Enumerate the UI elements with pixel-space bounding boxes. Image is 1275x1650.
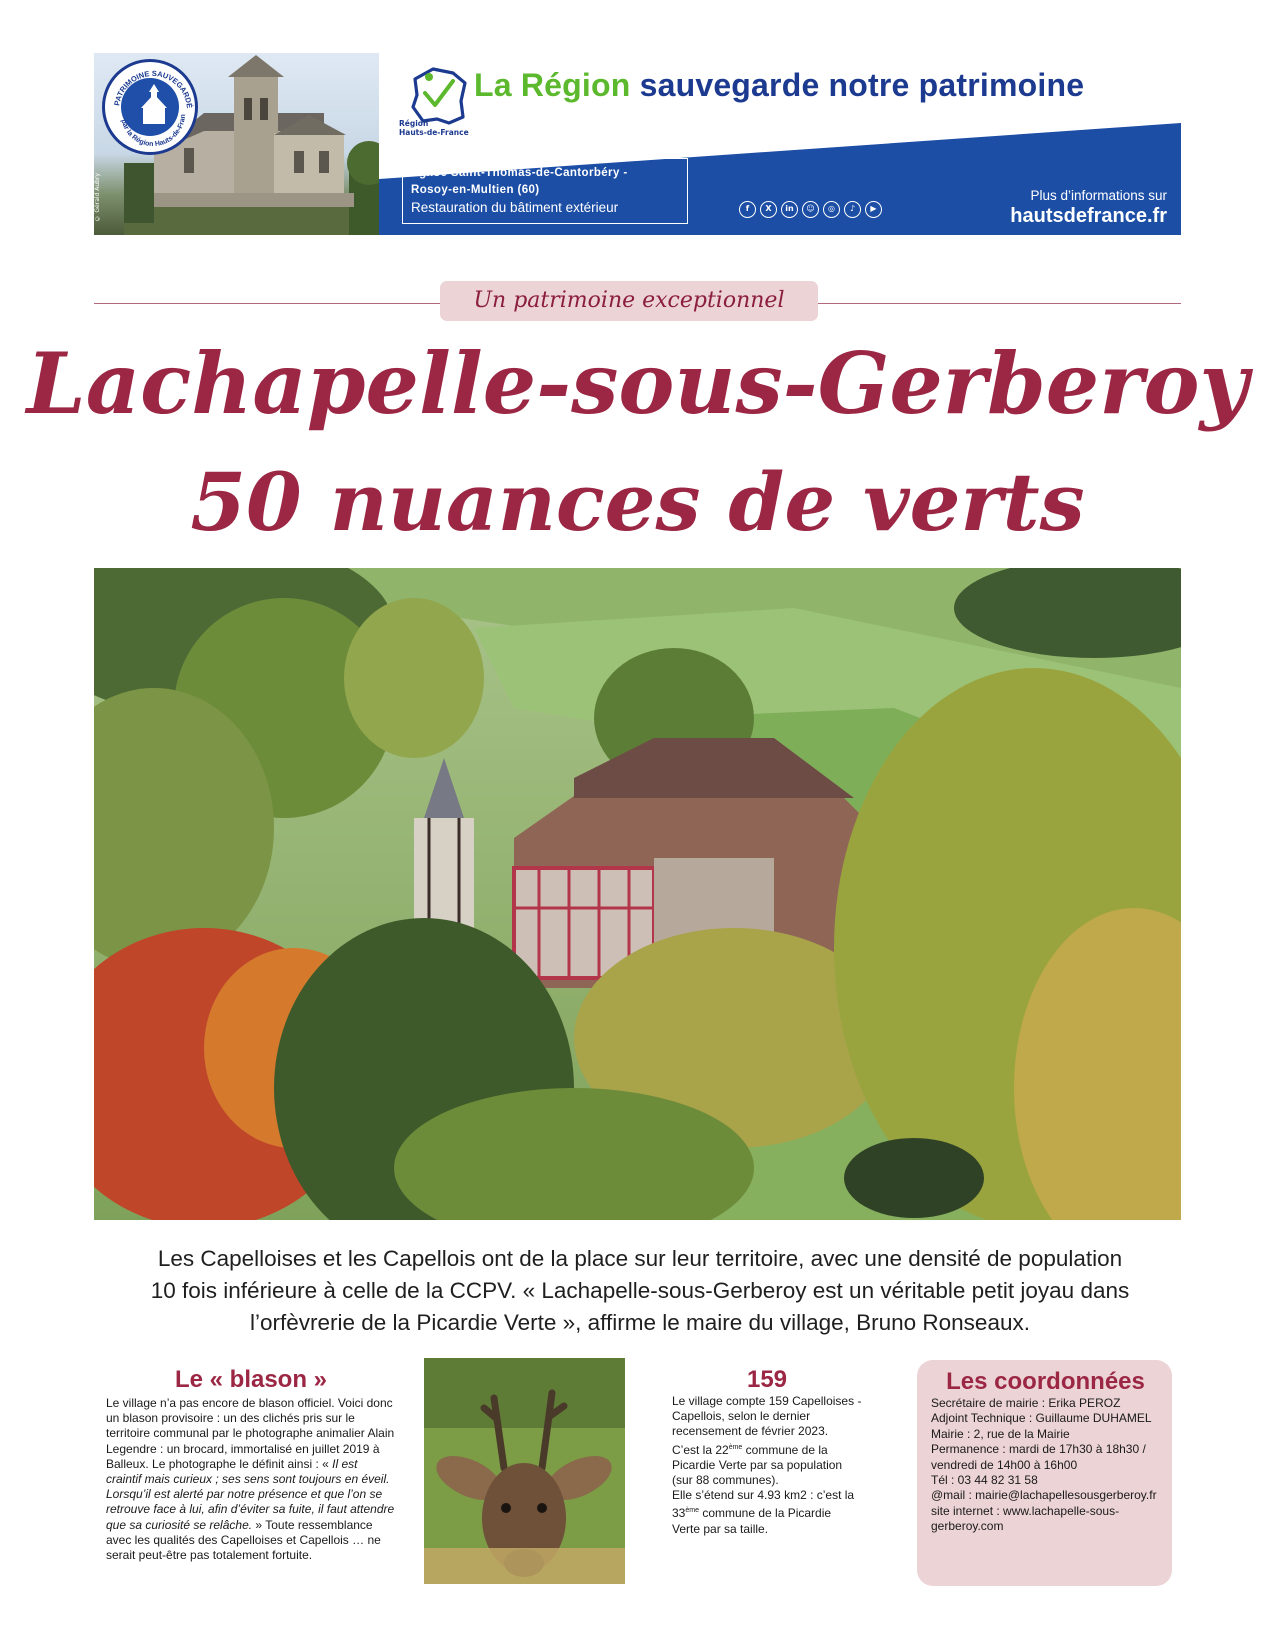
contact-email[interactable]: @mail : mairie@lachapellesousgerberoy.fr xyxy=(931,1488,1157,1503)
population-number: 159 xyxy=(746,1366,788,1393)
svg-text:PATRIMOINE SAUVEGARDÉ: PATRIMOINE SAUVEGARDÉ xyxy=(112,68,195,109)
svg-text:par la Région Hauts-de-France: par la Région Hauts-de-Fran xyxy=(119,113,188,149)
heritage-seal-logo xyxy=(102,59,198,155)
population-text: Le village compte 159 Capelloises - Capellois, selon le dernier recensement de février 2023. C’est la 22ème commune de la Picardie Verte par sa population (sur 88 communes). Elle s’étend sur 4.93 km2 : c’est la 33ème commune de la Picardie Verte par sa taille. xyxy=(672,1394,862,1536)
snapchat-icon[interactable]: ☺ xyxy=(802,201,819,218)
site-name-line-1: Église Saint-Thomas-de-Cantorbéry - xyxy=(411,167,628,179)
page-title xyxy=(0,325,1275,561)
contact-website[interactable]: site internet : www.lachapelle-sous-gerberoy.com xyxy=(931,1503,1120,1534)
population-section xyxy=(672,1366,862,1537)
more-info xyxy=(1010,188,1167,228)
intro-paragraph: Les Capelloises et les Capellois ont de la place sur leur territoire, avec une densité de population 10 fois inférieure à celle de la CCPV. « Lachapelle-sous-Gerberoy est un véritable petit joyau dans l’orfèvrerie de la Picardie Verte », affirme le maire du village, Bruno Ronseaux. xyxy=(150,1246,1130,1335)
site-project: Restauration du bâtiment extérieur xyxy=(411,200,619,215)
church-photo xyxy=(94,53,379,235)
blason-section xyxy=(106,1366,396,1563)
contact-technician: Adjoint Technique : Guillaume DUHAMEL xyxy=(931,1411,1152,1426)
region-logo-caption: Région Hauts-de-France xyxy=(399,119,469,137)
linkedin-icon[interactable]: in xyxy=(781,201,798,218)
section-kicker: Un patrimoine exceptionnel xyxy=(440,281,818,321)
contact-title: Les coordonnées xyxy=(946,1368,1145,1395)
instagram-icon[interactable]: ◎ xyxy=(823,201,840,218)
social-icons xyxy=(739,201,882,218)
roe-deer-photo xyxy=(424,1358,625,1584)
photo-credit: © Gérald Aubry xyxy=(94,173,101,222)
site-name-line-2: Rosoy-en-Multien (60) xyxy=(411,184,540,196)
contact-secretary: Secrétaire de mairie : Erika PEROZ xyxy=(931,1396,1121,1410)
x-icon[interactable]: X xyxy=(760,201,777,218)
contact-phone[interactable]: Tél : 03 44 82 31 58 xyxy=(931,1473,1038,1488)
banner-title: La Région sauvegarde notre patrimoine xyxy=(474,67,1085,103)
blason-text: Le village n’a pas encore de blason officiel. Voici donc un blason provisoire : un des clichés pris sur le territoire communal par le photographe animalier Alain Legendre : un brocard, immortalisé en juillet 2019 à Balleux. Le photographe le définit ainsi : « Il est craintif mais curieux ; ses sens sont toujours en éveil. Lorsqu’il est alerté par notre présence et que l’on se retrouve face à lui, afin d’éviter sa fuite, il faut attendre que sa curiosité se relâche. » Toute ressemblance avec les qualités des Capelloises et Capellois … ne serait peut-être pas totalement fortuite. xyxy=(106,1396,395,1563)
title-line-2: 50 nuances de verts xyxy=(190,455,1085,549)
site-info-box xyxy=(402,158,688,224)
website-link[interactable]: hautsdefrance.fr xyxy=(1010,205,1167,227)
more-info-label: Plus d’informations sur xyxy=(1030,188,1167,203)
youtube-icon[interactable]: ▶ xyxy=(865,201,882,218)
contact-hours: Permanence : mardi de 17h30 à 18h30 / vendredi de 14h00 à 16h00 xyxy=(931,1442,1146,1472)
region-banner xyxy=(94,53,1181,235)
banner-title-area xyxy=(379,53,1181,138)
contact-panel xyxy=(917,1360,1172,1586)
facebook-icon[interactable]: f xyxy=(739,201,756,218)
blason-title: Le « blason » xyxy=(174,1366,328,1393)
village-hero-photo xyxy=(94,568,1181,1220)
tiktok-icon[interactable]: ♪ xyxy=(844,201,861,218)
title-line-1: Lachapelle-sous-Gerberoy xyxy=(26,334,1249,433)
contact-address: Mairie : 2, rue de la Mairie xyxy=(931,1426,1070,1441)
